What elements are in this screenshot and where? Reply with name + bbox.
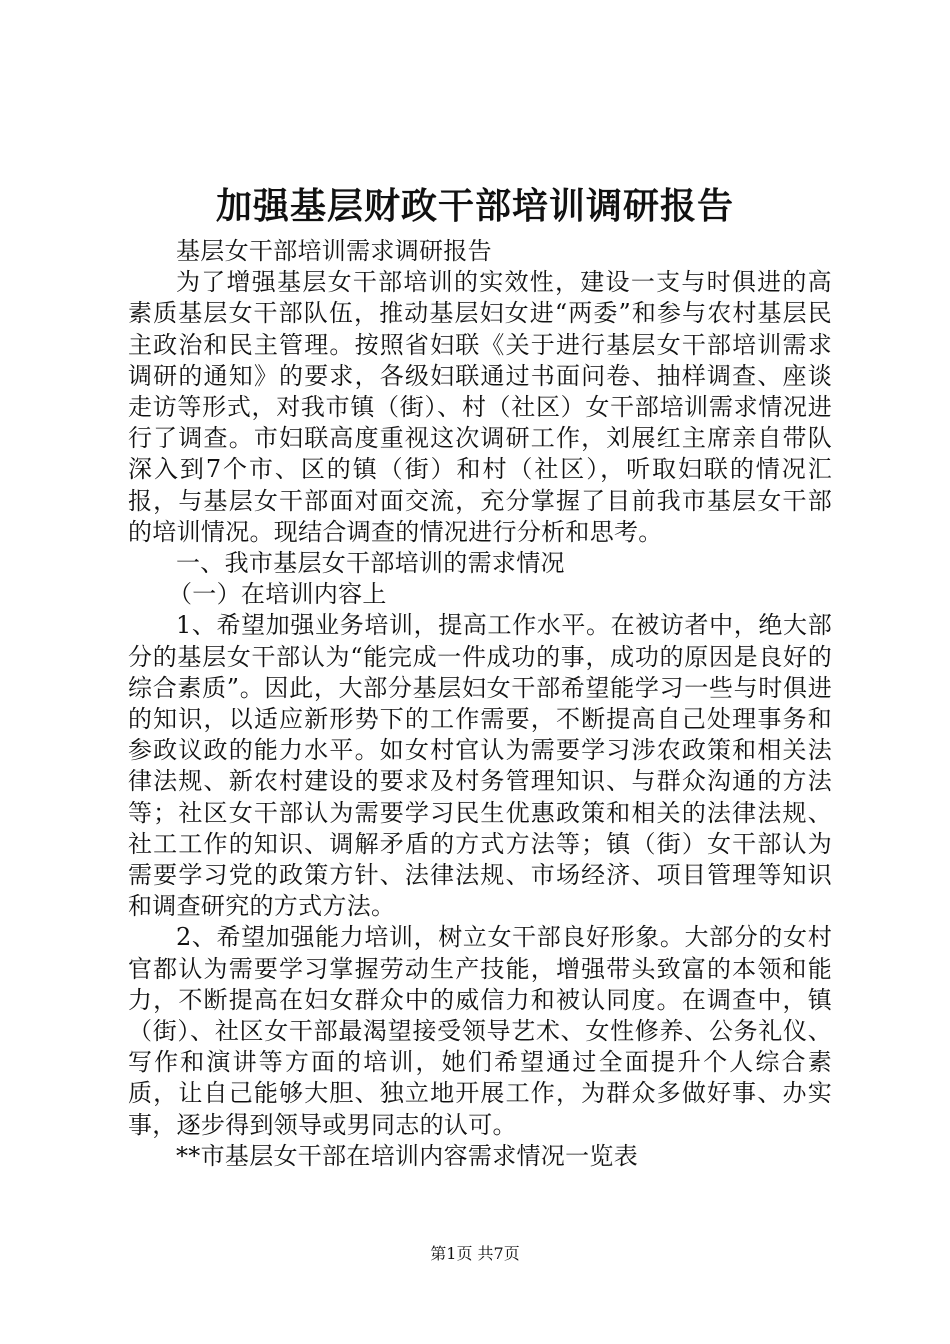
intro-paragraph: 为了增强基层女干部培训的实效性，建设一支与时俱进的高素质基层女干部队伍，推动基层妇女进“两委”和参与农村基层民主政治和民主管理。按照省妇联《关于进行基层女干部培训需求调研的通知》的要求，各级妇联通过书面问卷、抽样调查、座谈走访等形式，对我市镇（街）、村（社区）女干部培训需求情况进行了调查。市妇联高度重视这次调研工作，刘展红主席亲自带队深入到7个市、区的镇（街）和村（社区），听取妇联的情况汇报，与基层女干部面对面交流，充分掌握了目前我市基层女干部的培训情况。现结合调查的情况进行分析和思考。 [128,268,832,546]
document-body [128,236,832,1172]
point-2-paragraph: 2、希望加强能力培训，树立女干部良好形象。大部分的女村官都认为需要学习掌握劳动生产技能，增强带头致富的本领和能力，不断提高在妇女群众中的威信力和被认同度。在调查中，镇（街）、社区女干部最渴望接受领导艺术、女性修养、公务礼仪、写作和演讲等方面的培训，她们希望通过全面提升个人综合素质，让自己能够大胆、独立地开展工作，为群众多做好事、办实事，逐步得到领导或男同志的认可。 [128,923,832,1139]
document-title: 加强基层财政干部培训调研报告 [215,185,734,227]
page-number-footer: 第1页 共7页 [430,1244,520,1263]
section-heading: 一、我市基层女干部培训的需求情况 [176,549,565,578]
point-1-paragraph: 1、希望加强业务培训，提高工作水平。在被访者中，绝大部分的基层女干部认为“能完成一件成功的事，成功的原因是良好的综合素质”。因此，大部分基层妇女干部希望能学习一些与时俱进的知识，以适应新形势下的工作需要，不断提高自己处理事务和参政议政的能力水平。如女村官认为需要学习涉农政策和相关法律法规、新农村建设的要求及村务管理知识、与群众沟通的方法等；社区女干部认为需要学习民生优惠政策和相关的法律法规、社工工作的知识、调解矛盾的方式方法等；镇（街）女干部认为需要学习党的政策方针、法律法规、市场经济、项目管理等知识和调查研究的方式方法。 [128,611,832,921]
table-caption: **市基层女干部在培训内容需求情况一览表 [176,1141,638,1170]
subtitle-paragraph: 基层女干部培训需求调研报告 [176,237,492,265]
subsection-heading: （一）在培训内容上 [168,580,387,609]
